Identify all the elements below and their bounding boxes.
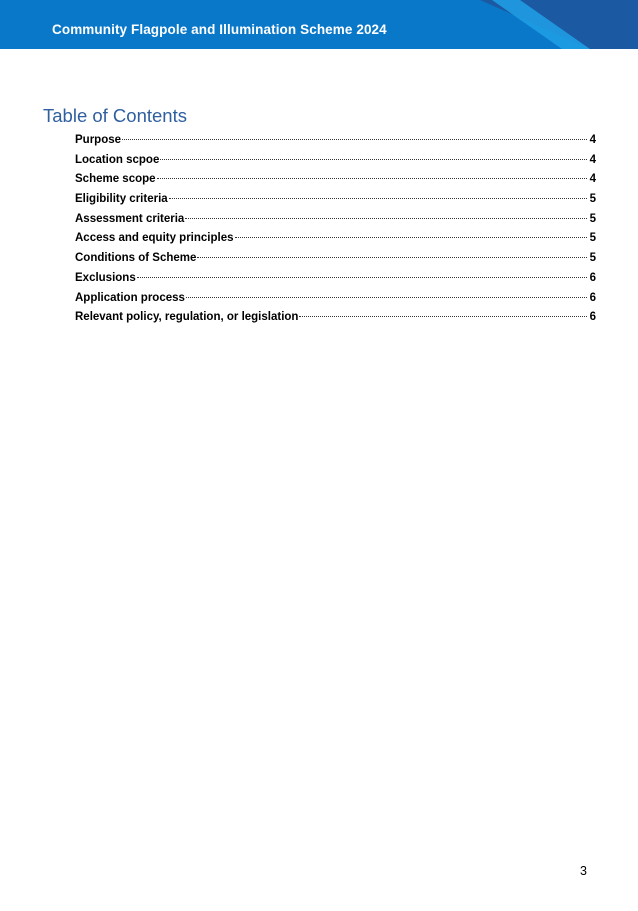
- toc-entry-label[interactable]: Purpose: [75, 134, 122, 146]
- toc-entry-page[interactable]: 6: [589, 311, 596, 324]
- toc-entry[interactable]: [75, 213, 596, 233]
- toc-entry[interactable]: [75, 272, 596, 292]
- toc-dot-leader: [137, 277, 587, 278]
- toc-entry-page[interactable]: 6: [589, 291, 596, 304]
- toc-entry-page[interactable]: 5: [589, 193, 596, 206]
- toc-entry-page[interactable]: 4: [589, 153, 596, 166]
- toc-dot-leader: [197, 257, 587, 258]
- toc-entry-page[interactable]: 5: [589, 232, 596, 245]
- toc-list: [75, 134, 596, 331]
- toc-heading: Table of Contents: [43, 105, 187, 126]
- toc-dot-leader: [185, 218, 587, 219]
- toc-entry[interactable]: [75, 232, 596, 252]
- page-number: 3: [580, 864, 587, 878]
- toc-dot-leader: [169, 198, 587, 199]
- toc-entry[interactable]: [75, 154, 596, 174]
- toc-dot-leader: [160, 159, 587, 160]
- toc-entry-label[interactable]: Scheme scope: [75, 173, 156, 186]
- toc-entry-page[interactable]: 6: [589, 271, 596, 284]
- toc-entry-label[interactable]: Conditions of Scheme: [75, 252, 197, 265]
- toc-dot-leader: [186, 297, 587, 298]
- toc-entry-page[interactable]: 5: [589, 252, 596, 265]
- toc-entry-label[interactable]: Relevant policy, regulation, or legislation: [75, 311, 299, 324]
- toc-entry[interactable]: [75, 193, 596, 213]
- toc-entry-page[interactable]: 5: [589, 212, 596, 225]
- toc-entry-page[interactable]: 4: [589, 173, 596, 186]
- toc-entry-label[interactable]: Exclusions: [75, 271, 136, 284]
- toc-entry[interactable]: [75, 311, 596, 331]
- toc-entry-label[interactable]: Assessment criteria: [75, 212, 185, 225]
- toc-dot-leader: [235, 237, 587, 238]
- toc-entry[interactable]: [75, 292, 596, 312]
- toc-entry[interactable]: [75, 252, 596, 272]
- toc-entry-label[interactable]: Access and equity principles: [75, 232, 234, 245]
- document-title: Community Flagpole and Illumination Scheme 2024: [52, 22, 387, 37]
- document-header: [0, 0, 638, 49]
- toc-dot-leader: [122, 139, 587, 140]
- toc-entry-label[interactable]: Eligibility criteria: [75, 193, 168, 206]
- toc-entry-label[interactable]: Location scpoe: [75, 153, 160, 166]
- toc-entry-label[interactable]: Application process: [75, 291, 185, 304]
- toc-entry[interactable]: [75, 173, 596, 193]
- toc-entry-page[interactable]: 4: [589, 134, 596, 146]
- toc-dot-leader: [157, 178, 587, 179]
- toc-entry[interactable]: [75, 134, 596, 154]
- toc-dot-leader: [299, 316, 587, 317]
